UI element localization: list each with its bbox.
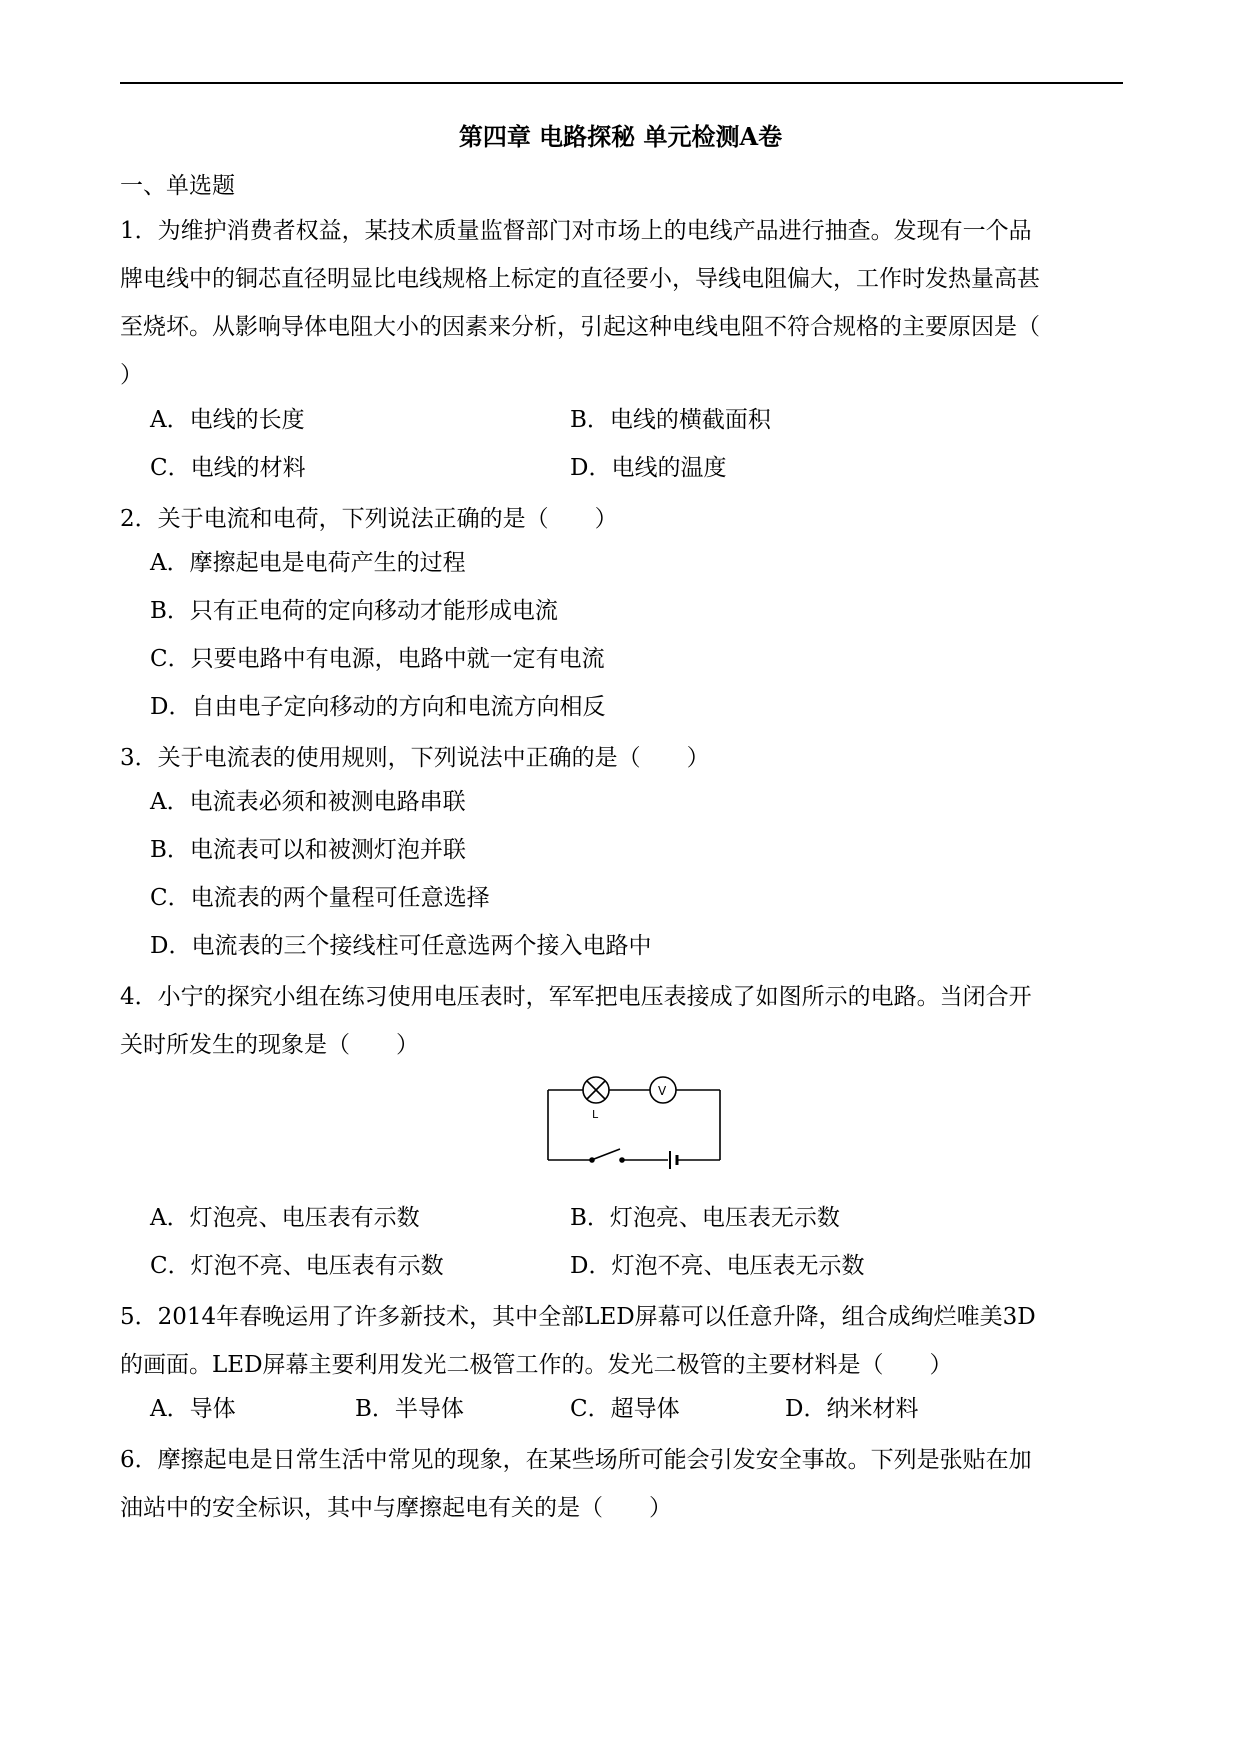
q1-option-c[interactable]: C．电线的材料: [150, 455, 306, 481]
lamp-label: L: [592, 1108, 599, 1121]
q4-option-d[interactable]: D．灯泡不亮、电压表无示数: [570, 1253, 865, 1279]
header-rule: [120, 82, 1123, 84]
q4-option-c[interactable]: C．灯泡不亮、电压表有示数: [150, 1253, 444, 1279]
question-5-line-2: 的画面。LED屏幕主要利用发光二极管工作的。发光二极管的主要材料是（ ）: [120, 1352, 953, 1378]
question-4-line-2: 关时所发生的现象是（ ）: [120, 1032, 419, 1058]
q2-option-c[interactable]: C．只要电路中有电源，电路中就一定有电流: [150, 646, 605, 672]
q1-option-d[interactable]: D．电线的温度: [570, 455, 727, 481]
q5-option-b[interactable]: B．半导体: [355, 1396, 464, 1422]
q4-option-a[interactable]: A．灯泡亮、电压表有示数: [150, 1205, 420, 1231]
switch-icon: [594, 1149, 620, 1159]
q2-option-a[interactable]: A．摩擦起电是电荷产生的过程: [150, 550, 466, 576]
question-6: [120, 1436, 1130, 1532]
q2-option-d[interactable]: D．自由电子定向移动的方向和电流方向相反: [150, 694, 606, 720]
question-4: [120, 973, 1130, 1069]
q1-option-a[interactable]: A．电线的长度: [150, 407, 305, 433]
question-1-line-1: 1．为维护消费者权益，某技术质量监督部门对市场上的电线产品进行抽查。发现有一个品: [120, 218, 1032, 244]
question-5: [120, 1293, 1130, 1389]
question-1-line-3: 至烧坏。从影响导体电阻大小的因素来分析，引起这种电线电阻不符合规格的主要原因是（: [120, 314, 1040, 340]
question-2-line-1: 2．关于电流和电荷，下列说法正确的是（ ）: [120, 506, 618, 532]
section-heading: 一、单选题: [120, 173, 235, 199]
q3-option-a[interactable]: A．电流表必须和被测电路串联: [150, 789, 466, 815]
q5-option-d[interactable]: D．纳米材料: [785, 1396, 919, 1422]
question-2: [120, 495, 1130, 543]
question-6-line-1: 6．摩擦起电是日常生活中常见的现象，在某些场所可能会引发安全事故。下列是张贴在加: [120, 1447, 1032, 1473]
q3-option-b[interactable]: B．电流表可以和被测灯泡并联: [150, 837, 466, 863]
voltmeter-label: V: [658, 1084, 667, 1098]
page-title: 第四章 电路探秘 单元检测A卷: [458, 122, 783, 151]
question-1: [120, 207, 1130, 399]
question-3-line-1: 3．关于电流表的使用规则，下列说法中正确的是（ ）: [120, 745, 710, 771]
q2-option-b[interactable]: B．只有正电荷的定向移动才能形成电流: [150, 598, 558, 624]
question-4-line-1: 4．小宁的探究小组在练习使用电压表时，军军把电压表接成了如图所示的电路。当闭合开: [120, 984, 1032, 1010]
circuit-diagram: [540, 1075, 730, 1175]
q4-option-b[interactable]: B．灯泡亮、电压表无示数: [570, 1205, 840, 1231]
question-1-line-4: ）: [120, 362, 143, 388]
switch-contact: [620, 1158, 624, 1162]
q5-option-c[interactable]: C．超导体: [570, 1396, 680, 1422]
q3-option-c[interactable]: C．电流表的两个量程可任意选择: [150, 885, 490, 911]
question-3: [120, 734, 1130, 782]
q3-option-d[interactable]: D．电流表的三个接线柱可任意选两个接入电路中: [150, 933, 652, 959]
question-5-line-1: 5．2014年春晚运用了许多新技术，其中全部LED屏幕可以任意升降，组合成绚烂唯美3D: [120, 1304, 1036, 1330]
q1-option-b[interactable]: B．电线的横截面积: [570, 407, 771, 433]
q5-option-a[interactable]: A．导体: [150, 1396, 236, 1422]
switch-contact: [590, 1158, 594, 1162]
question-6-line-2: 油站中的安全标识，其中与摩擦起电有关的是（ ）: [120, 1495, 672, 1521]
question-1-line-2: 牌电线中的铜芯直径明显比电线规格上标定的直径要小，导线电阻偏大，工作时发热量高甚: [120, 266, 1040, 292]
